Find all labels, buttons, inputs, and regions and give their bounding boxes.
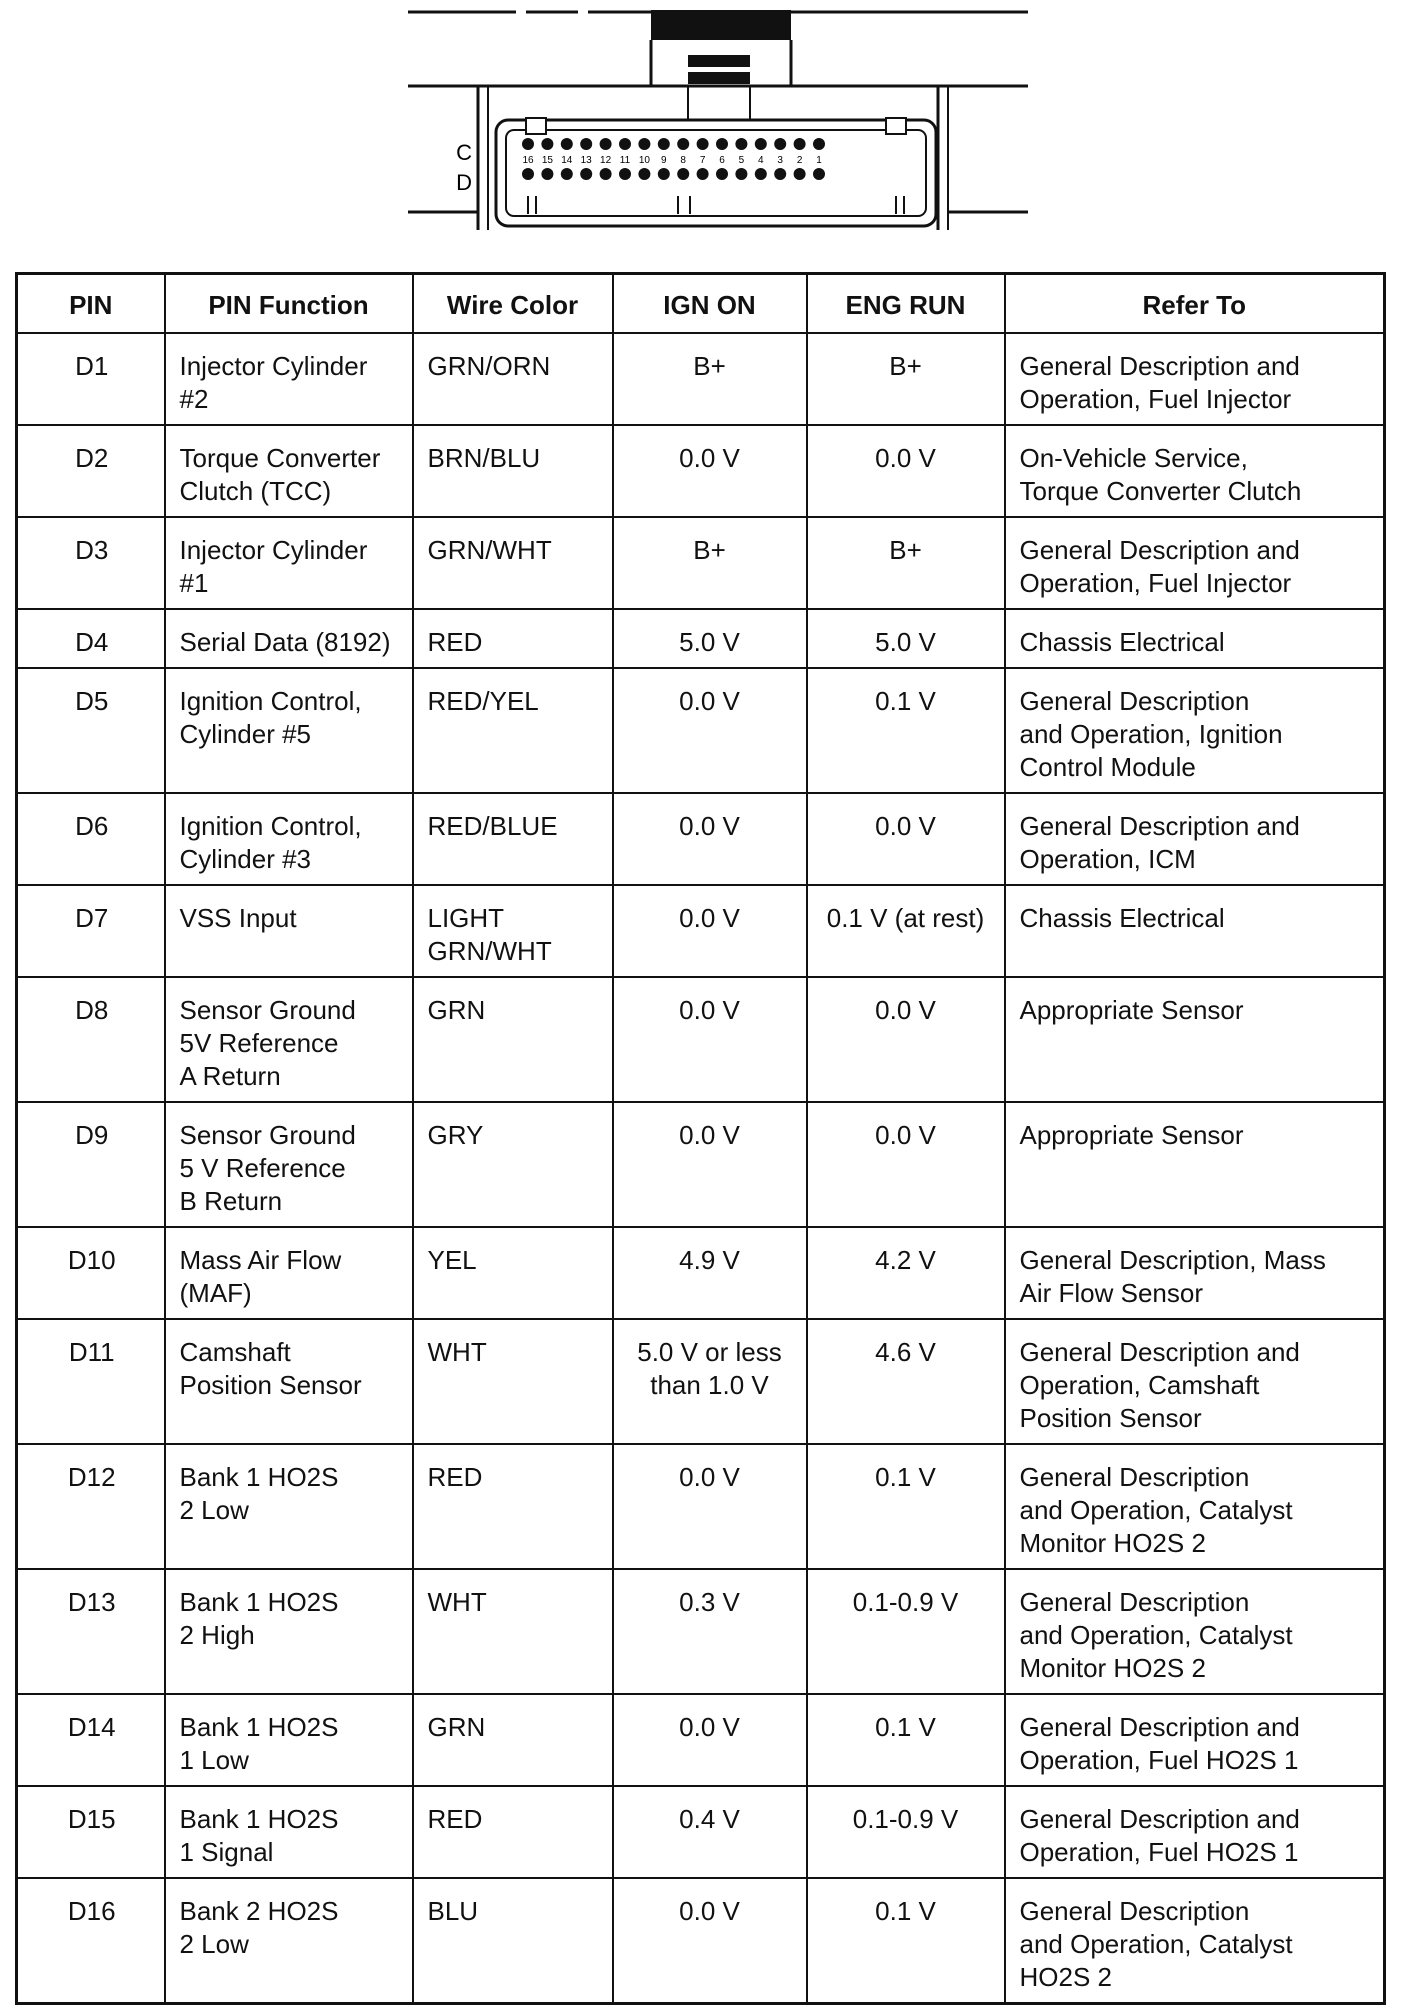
pin-dot xyxy=(619,168,631,180)
wire-color-cell: RED xyxy=(413,1786,613,1878)
table-row xyxy=(17,1319,1385,1444)
pin-dot xyxy=(541,168,553,180)
eng-run-cell: 0.1 V (at rest) xyxy=(807,885,1005,977)
refer-to-cell: On-Vehicle Service, Torque Converter Clutch xyxy=(1005,425,1385,517)
pin-number: 7 xyxy=(699,155,706,166)
ign-on-cell: 5.0 V xyxy=(613,609,807,668)
pin-number: 14 xyxy=(561,155,573,166)
pin-cell: D11 xyxy=(17,1319,165,1444)
table-row xyxy=(17,977,1385,1102)
wire-color-cell: GRY xyxy=(413,1102,613,1227)
ign-on-cell: 0.0 V xyxy=(613,793,807,885)
pin-dot xyxy=(697,138,709,150)
ign-on-cell: 0.0 V xyxy=(613,977,807,1102)
pin-dot xyxy=(638,168,650,180)
pin-function-cell: Mass Air Flow (MAF) xyxy=(165,1227,413,1319)
pin-dot xyxy=(522,138,534,150)
ign-on-cell: B+ xyxy=(613,517,807,609)
pin-dot xyxy=(813,168,825,180)
refer-to-cell: General Description and Operation, Fuel HO2S 1 xyxy=(1005,1786,1385,1878)
refer-to-cell: General Description and Operation, Camshaft Position Sensor xyxy=(1005,1319,1385,1444)
ign-on-cell: 4.9 V xyxy=(613,1227,807,1319)
header-wire-color: Wire Color xyxy=(413,274,613,334)
pin-function-cell: Bank 1 HO2S 1 Low xyxy=(165,1694,413,1786)
pin-cell: D16 xyxy=(17,1878,165,2004)
pin-dot xyxy=(716,168,728,180)
pin-dot xyxy=(619,138,631,150)
table-header-row xyxy=(17,274,1385,334)
table-row xyxy=(17,793,1385,885)
wire-color-cell: LIGHT GRN/WHT xyxy=(413,885,613,977)
eng-run-cell: 4.6 V xyxy=(807,1319,1005,1444)
pin-cell: D13 xyxy=(17,1569,165,1694)
wire-color-cell: GRN/WHT xyxy=(413,517,613,609)
pin-dot xyxy=(697,168,709,180)
refer-to-cell: General Description and Operation, Fuel Injector xyxy=(1005,333,1385,425)
pin-dot xyxy=(735,168,747,180)
ign-on-cell: B+ xyxy=(613,333,807,425)
connector-diagram xyxy=(408,0,1028,240)
wire-color-cell: GRN xyxy=(413,977,613,1102)
pin-cell: D9 xyxy=(17,1102,165,1227)
ign-on-cell: 0.0 V xyxy=(613,1878,807,2004)
pin-number: 15 xyxy=(541,155,553,166)
table-row xyxy=(17,1444,1385,1569)
header-pin-function: PIN Function xyxy=(165,274,413,334)
pin-number: 3 xyxy=(777,155,783,166)
refer-to-cell: General Description and Operation, Catalyst HO2S 2 xyxy=(1005,1878,1385,2004)
wire-color-cell: BLU xyxy=(413,1878,613,2004)
pin-number: 16 xyxy=(522,155,534,166)
wire-color-cell: GRN/ORN xyxy=(413,333,613,425)
pin-dot xyxy=(813,138,825,150)
refer-to-cell: General Description and Operation, Fuel HO2S 1 xyxy=(1005,1694,1385,1786)
pin-cell: D7 xyxy=(17,885,165,977)
pin-dot xyxy=(561,138,573,150)
header-ign-on: IGN ON xyxy=(613,274,807,334)
table-row xyxy=(17,1227,1385,1319)
pin-function-cell: Bank 1 HO2S 2 Low xyxy=(165,1444,413,1569)
pin-dot xyxy=(774,168,786,180)
ign-on-cell: 0.3 V xyxy=(613,1569,807,1694)
pin-dot xyxy=(755,168,767,180)
pin-number: 1 xyxy=(816,155,822,166)
pin-number: 4 xyxy=(758,155,764,166)
refer-to-cell: General Description and Operation, ICM xyxy=(1005,793,1385,885)
pin-dot xyxy=(794,168,806,180)
ign-on-cell: 0.4 V xyxy=(613,1786,807,1878)
pin-dot xyxy=(561,168,573,180)
pin-dot xyxy=(677,138,689,150)
pin-dot xyxy=(755,138,767,150)
table-row xyxy=(17,1102,1385,1227)
refer-to-cell: Chassis Electrical xyxy=(1005,885,1385,977)
header-pin: PIN xyxy=(17,274,165,334)
ign-on-cell: 0.0 V xyxy=(613,885,807,977)
ign-on-cell: 5.0 V or less than 1.0 V xyxy=(613,1319,807,1444)
eng-run-cell: 0.1 V xyxy=(807,668,1005,793)
pin-function-cell: Ignition Control, Cylinder #5 xyxy=(165,668,413,793)
ign-on-cell: 0.0 V xyxy=(613,1102,807,1227)
pin-dot xyxy=(638,138,650,150)
table-row xyxy=(17,1569,1385,1694)
eng-run-cell: 5.0 V xyxy=(807,609,1005,668)
table-row xyxy=(17,425,1385,517)
wire-color-cell: RED xyxy=(413,609,613,668)
table-row xyxy=(17,1786,1385,1878)
pin-dot xyxy=(677,168,689,180)
pin-function-cell: Injector Cylinder #2 xyxy=(165,333,413,425)
pin-function-cell: Bank 1 HO2S 2 High xyxy=(165,1569,413,1694)
pin-cell: D8 xyxy=(17,977,165,1102)
pin-dot xyxy=(658,168,670,180)
pin-number: 8 xyxy=(680,155,686,166)
refer-to-cell: General Description and Operation, Catalyst Monitor HO2S 2 xyxy=(1005,1569,1385,1694)
pin-number: 11 xyxy=(619,155,631,166)
header-eng-run: ENG RUN xyxy=(807,274,1005,334)
pin-function-cell: Sensor Ground 5 V Reference B Return xyxy=(165,1102,413,1227)
pin-dot xyxy=(580,138,592,150)
pin-dot xyxy=(735,138,747,150)
pin-function-cell: Bank 2 HO2S 2 Low xyxy=(165,1878,413,2004)
eng-run-cell: 0.1 V xyxy=(807,1444,1005,1569)
eng-run-cell: 0.0 V xyxy=(807,977,1005,1102)
pin-cell: D6 xyxy=(17,793,165,885)
refer-to-cell: Chassis Electrical xyxy=(1005,609,1385,668)
pin-number: 10 xyxy=(638,155,650,166)
pin-function-cell: Injector Cylinder #1 xyxy=(165,517,413,609)
row-c-label: C xyxy=(456,140,472,165)
pin-number: 13 xyxy=(580,155,592,166)
eng-run-cell: 0.0 V xyxy=(807,425,1005,517)
wire-color-cell: BRN/BLU xyxy=(413,425,613,517)
pin-dot xyxy=(600,168,612,180)
pin-cell: D5 xyxy=(17,668,165,793)
pin-cell: D1 xyxy=(17,333,165,425)
table-row xyxy=(17,609,1385,668)
pinout-table xyxy=(15,272,1386,2005)
refer-to-cell: Appropriate Sensor xyxy=(1005,977,1385,1102)
ign-on-cell: 0.0 V xyxy=(613,668,807,793)
pin-number: 5 xyxy=(738,155,745,166)
pin-number: 9 xyxy=(661,155,667,166)
eng-run-cell: 0.1 V xyxy=(807,1694,1005,1786)
eng-run-cell: 4.2 V xyxy=(807,1227,1005,1319)
pin-cell: D12 xyxy=(17,1444,165,1569)
pin-number: 2 xyxy=(796,155,803,166)
pin-function-cell: Ignition Control, Cylinder #3 xyxy=(165,793,413,885)
pin-dot xyxy=(658,138,670,150)
wire-color-cell: RED/YEL xyxy=(413,668,613,793)
pin-cell: D3 xyxy=(17,517,165,609)
pin-dot xyxy=(794,138,806,150)
table-row xyxy=(17,333,1385,425)
pin-dot xyxy=(522,168,534,180)
pin-function-cell: Bank 1 HO2S 1 Signal xyxy=(165,1786,413,1878)
pin-function-cell: Sensor Ground 5V Reference A Return xyxy=(165,977,413,1102)
pin-dot xyxy=(541,138,553,150)
refer-to-cell: General Description and Operation, Fuel Injector xyxy=(1005,517,1385,609)
refer-to-cell: General Description and Operation, Ignition Control Module xyxy=(1005,668,1385,793)
table-row xyxy=(17,517,1385,609)
pin-cell: D10 xyxy=(17,1227,165,1319)
wire-color-cell: WHT xyxy=(413,1319,613,1444)
pin-cell: D4 xyxy=(17,609,165,668)
pin-number: 12 xyxy=(600,155,612,166)
table-row xyxy=(17,1878,1385,2004)
ign-on-cell: 0.0 V xyxy=(613,425,807,517)
eng-run-cell: 0.1-0.9 V xyxy=(807,1786,1005,1878)
wire-color-cell: WHT xyxy=(413,1569,613,1694)
pin-function-cell: Serial Data (8192) xyxy=(165,609,413,668)
eng-run-cell: B+ xyxy=(807,517,1005,609)
pin-dot xyxy=(774,138,786,150)
row-d-label: D xyxy=(456,170,472,195)
refer-to-cell: Appropriate Sensor xyxy=(1005,1102,1385,1227)
eng-run-cell: 0.1 V xyxy=(807,1878,1005,2004)
table-row xyxy=(17,885,1385,977)
ign-on-cell: 0.0 V xyxy=(613,1694,807,1786)
eng-run-cell: 0.0 V xyxy=(807,793,1005,885)
eng-run-cell: 0.1-0.9 V xyxy=(807,1569,1005,1694)
eng-run-cell: B+ xyxy=(807,333,1005,425)
table-row xyxy=(17,668,1385,793)
wire-color-cell: GRN xyxy=(413,1694,613,1786)
pin-cell: D2 xyxy=(17,425,165,517)
wire-color-cell: RED xyxy=(413,1444,613,1569)
eng-run-cell: 0.0 V xyxy=(807,1102,1005,1227)
refer-to-cell: General Description, Mass Air Flow Sensor xyxy=(1005,1227,1385,1319)
pin-cell: D15 xyxy=(17,1786,165,1878)
pin-cell: D14 xyxy=(17,1694,165,1786)
wire-color-cell: YEL xyxy=(413,1227,613,1319)
pin-number: 6 xyxy=(719,155,725,166)
pin-dot xyxy=(600,138,612,150)
header-refer-to: Refer To xyxy=(1005,274,1385,334)
pin-dot xyxy=(716,138,728,150)
refer-to-cell: General Description and Operation, Catalyst Monitor HO2S 2 xyxy=(1005,1444,1385,1569)
pin-function-cell: VSS Input xyxy=(165,885,413,977)
wire-color-cell: RED/BLUE xyxy=(413,793,613,885)
pin-function-cell: Torque Converter Clutch (TCC) xyxy=(165,425,413,517)
pin-dot xyxy=(580,168,592,180)
pin-function-cell: Camshaft Position Sensor xyxy=(165,1319,413,1444)
table-row xyxy=(17,1694,1385,1786)
ign-on-cell: 0.0 V xyxy=(613,1444,807,1569)
